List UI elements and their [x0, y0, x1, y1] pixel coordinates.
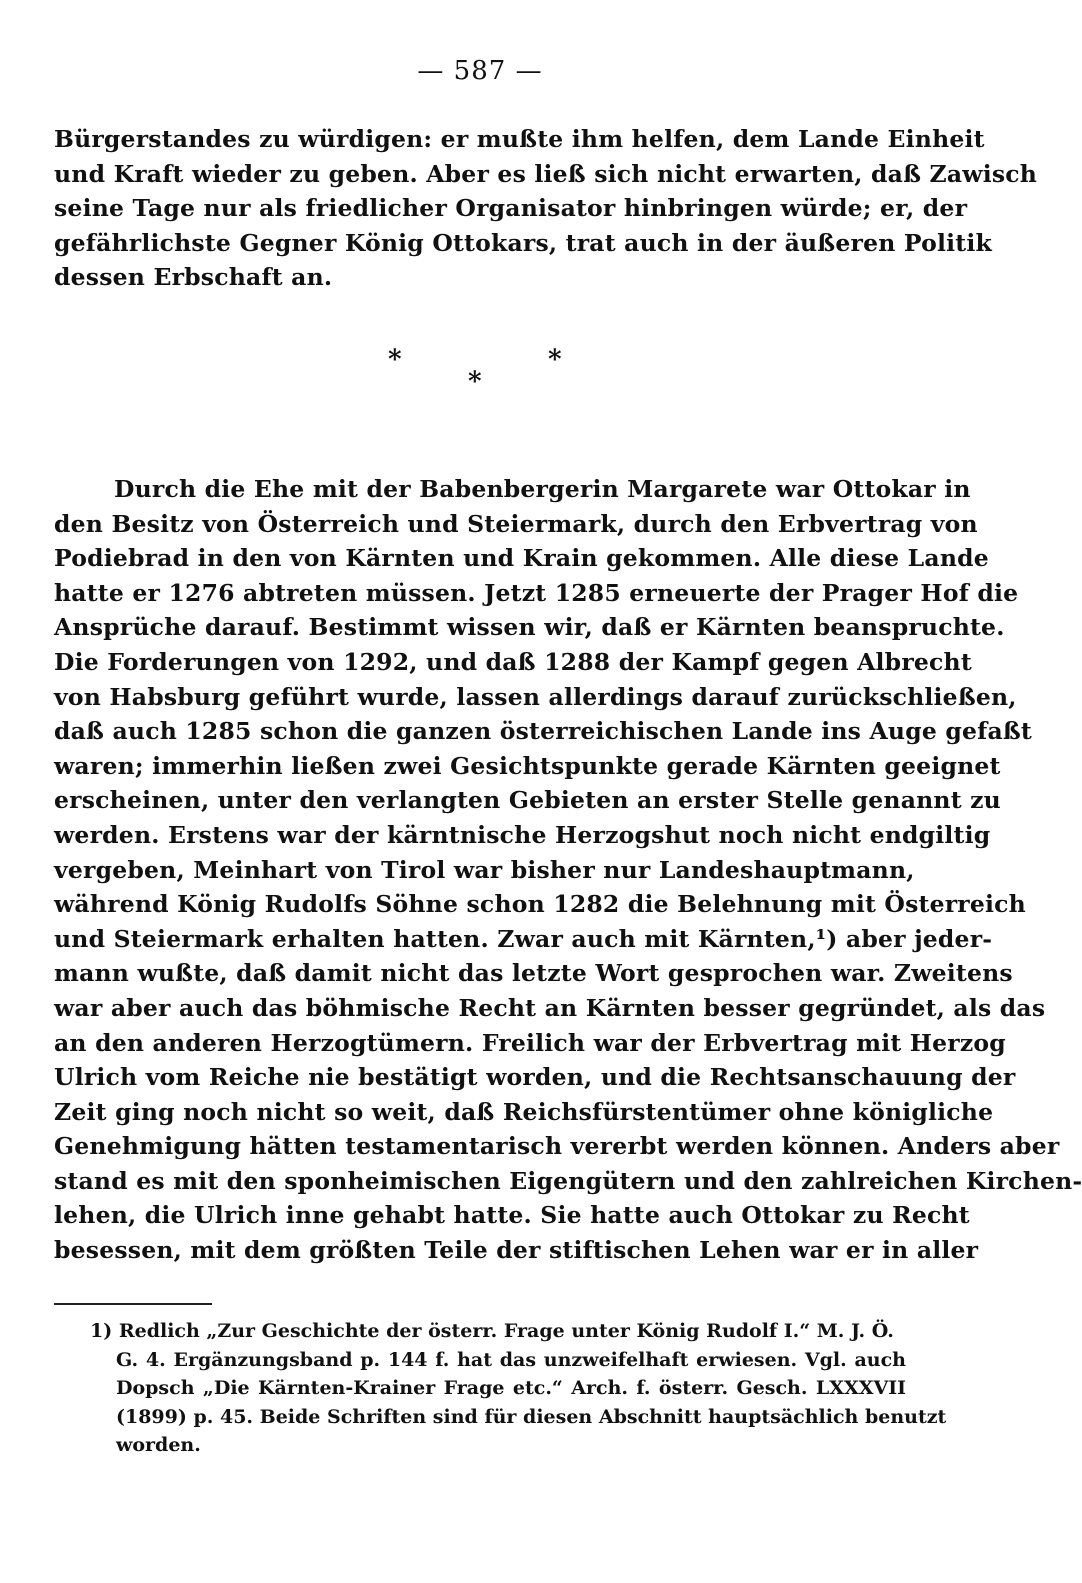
text-line: lehen, die Ulrich inne gehabt hatte. Sie hatte auch Ottokar zu Recht — [54, 1201, 970, 1230]
footnote-line: (1899) p. 45. Beide Schriften sind für diesen Abschnitt hauptsächlich benutzt — [116, 1405, 947, 1428]
text-line: und Kraft wieder zu geben. Aber es ließ sich nicht erwarten, daß Zawisch — [54, 159, 1038, 188]
page-number: — 587 — — [417, 56, 543, 86]
footnote-line: Dopsch „Die Kärnten-Krainer Frage etc.“ Arch. f. österr. Gesch. LXXXVII — [116, 1377, 906, 1399]
footnote-line: G. 4. Ergänzungsband p. 144 f. hat das unzweifelhaft erwiesen. Vgl. auch — [116, 1348, 906, 1371]
footnote-divider — [54, 1303, 212, 1305]
asterisk: * — [548, 345, 562, 375]
text-line: hatte er 1276 abtreten müssen. Jetzt 1285 erneuerte der Prager Hof die — [54, 578, 1019, 607]
text-line: gefährlichste Gegner König Ottokars, trat auch in der äußeren Politik — [54, 228, 992, 257]
footnote — [54, 1317, 947, 1460]
text-line: dessen Erbschaft an. — [54, 263, 333, 292]
text-line: vergeben, Meinhart von Tirol war bisher nur Landeshauptmann, — [54, 855, 915, 884]
text-line: Durch die Ehe mit der Babenbergerin Margarete war Ottokar in — [114, 475, 971, 503]
text-line: Ansprüche darauf. Bestimmt wissen wir, daß er Kärnten beanspruchte. — [54, 613, 1005, 642]
text-line: Podiebrad in den von Kärnten und Krain gekommen. Alle diese Lande — [54, 544, 989, 573]
text-line: waren; immerhin ließen zwei Gesichtspunkte gerade Kärnten geeignet — [54, 751, 1001, 780]
text-line: seine Tage nur als friedlicher Organisator hinbringen würde; er, der — [54, 194, 968, 223]
text-line: war aber auch das böhmische Recht an Kärnten besser gegründet, als das — [54, 993, 1046, 1022]
section-separator — [0, 345, 960, 395]
text-line: von Habsburg geführt wurde, lassen allerdings darauf zurückschließen, — [54, 682, 1017, 711]
text-line: werden. Erstens war der kärntnische Herzogshut noch nicht endgiltig — [54, 820, 991, 849]
text-line: mann wußte, daß damit nicht das letzte Wort gesprochen war. Zweitens — [54, 959, 1013, 988]
text-line: Genehmigung hätten testamentarisch vererbt werden können. Anders aber — [54, 1132, 1060, 1161]
text-line: daß auch 1285 schon die ganzen österreichischen Lande ins Auge gefaßt — [54, 717, 1032, 746]
footnote-line: worden. — [116, 1434, 201, 1456]
text-line: und Steiermark erhalten hatten. Zwar auch mit Kärnten,¹) aber jeder- — [54, 924, 993, 953]
asterisk: * — [468, 367, 482, 397]
text-line: Die Forderungen von 1292, und daß 1288 der Kampf gegen Albrecht — [54, 647, 972, 676]
text-line: Zeit ging noch nicht so weit, daß Reichsfürstentümer ohne königliche — [54, 1097, 994, 1126]
text-line: während König Rudolfs Söhne schon 1282 die Belehnung mit Österreich — [54, 890, 1026, 919]
text-line: stand es mit den sponheimischen Eigengütern und den zahlreichen Kirchen- — [54, 1166, 1082, 1195]
paragraph-continuation — [54, 122, 1038, 295]
footnote-line: 1) Redlich „Zur Geschichte der österr. Frage unter König Rudolf I.“ M. J. Ö. — [90, 1320, 894, 1342]
text-line: erscheinen, unter den verlangten Gebieten an erster Stelle genannt zu — [54, 786, 1001, 815]
text-line: den Besitz von Österreich und Steiermark, durch den Erbvertrag von — [54, 509, 978, 538]
text-line: an den anderen Herzogtümern. Freilich war der Erbvertrag mit Herzog — [54, 1028, 1006, 1057]
text-line: besessen, mit dem größten Teile der stiftischen Lehen war er in aller — [54, 1236, 979, 1265]
asterisk: * — [388, 345, 402, 375]
text-line: Ulrich vom Reiche nie bestätigt worden, und die Rechtsanschauung der — [54, 1063, 1016, 1092]
paragraph-main — [54, 472, 1082, 1268]
text-line: Bürgerstandes zu würdigen: er mußte ihm helfen, dem Lande Einheit — [54, 125, 985, 153]
